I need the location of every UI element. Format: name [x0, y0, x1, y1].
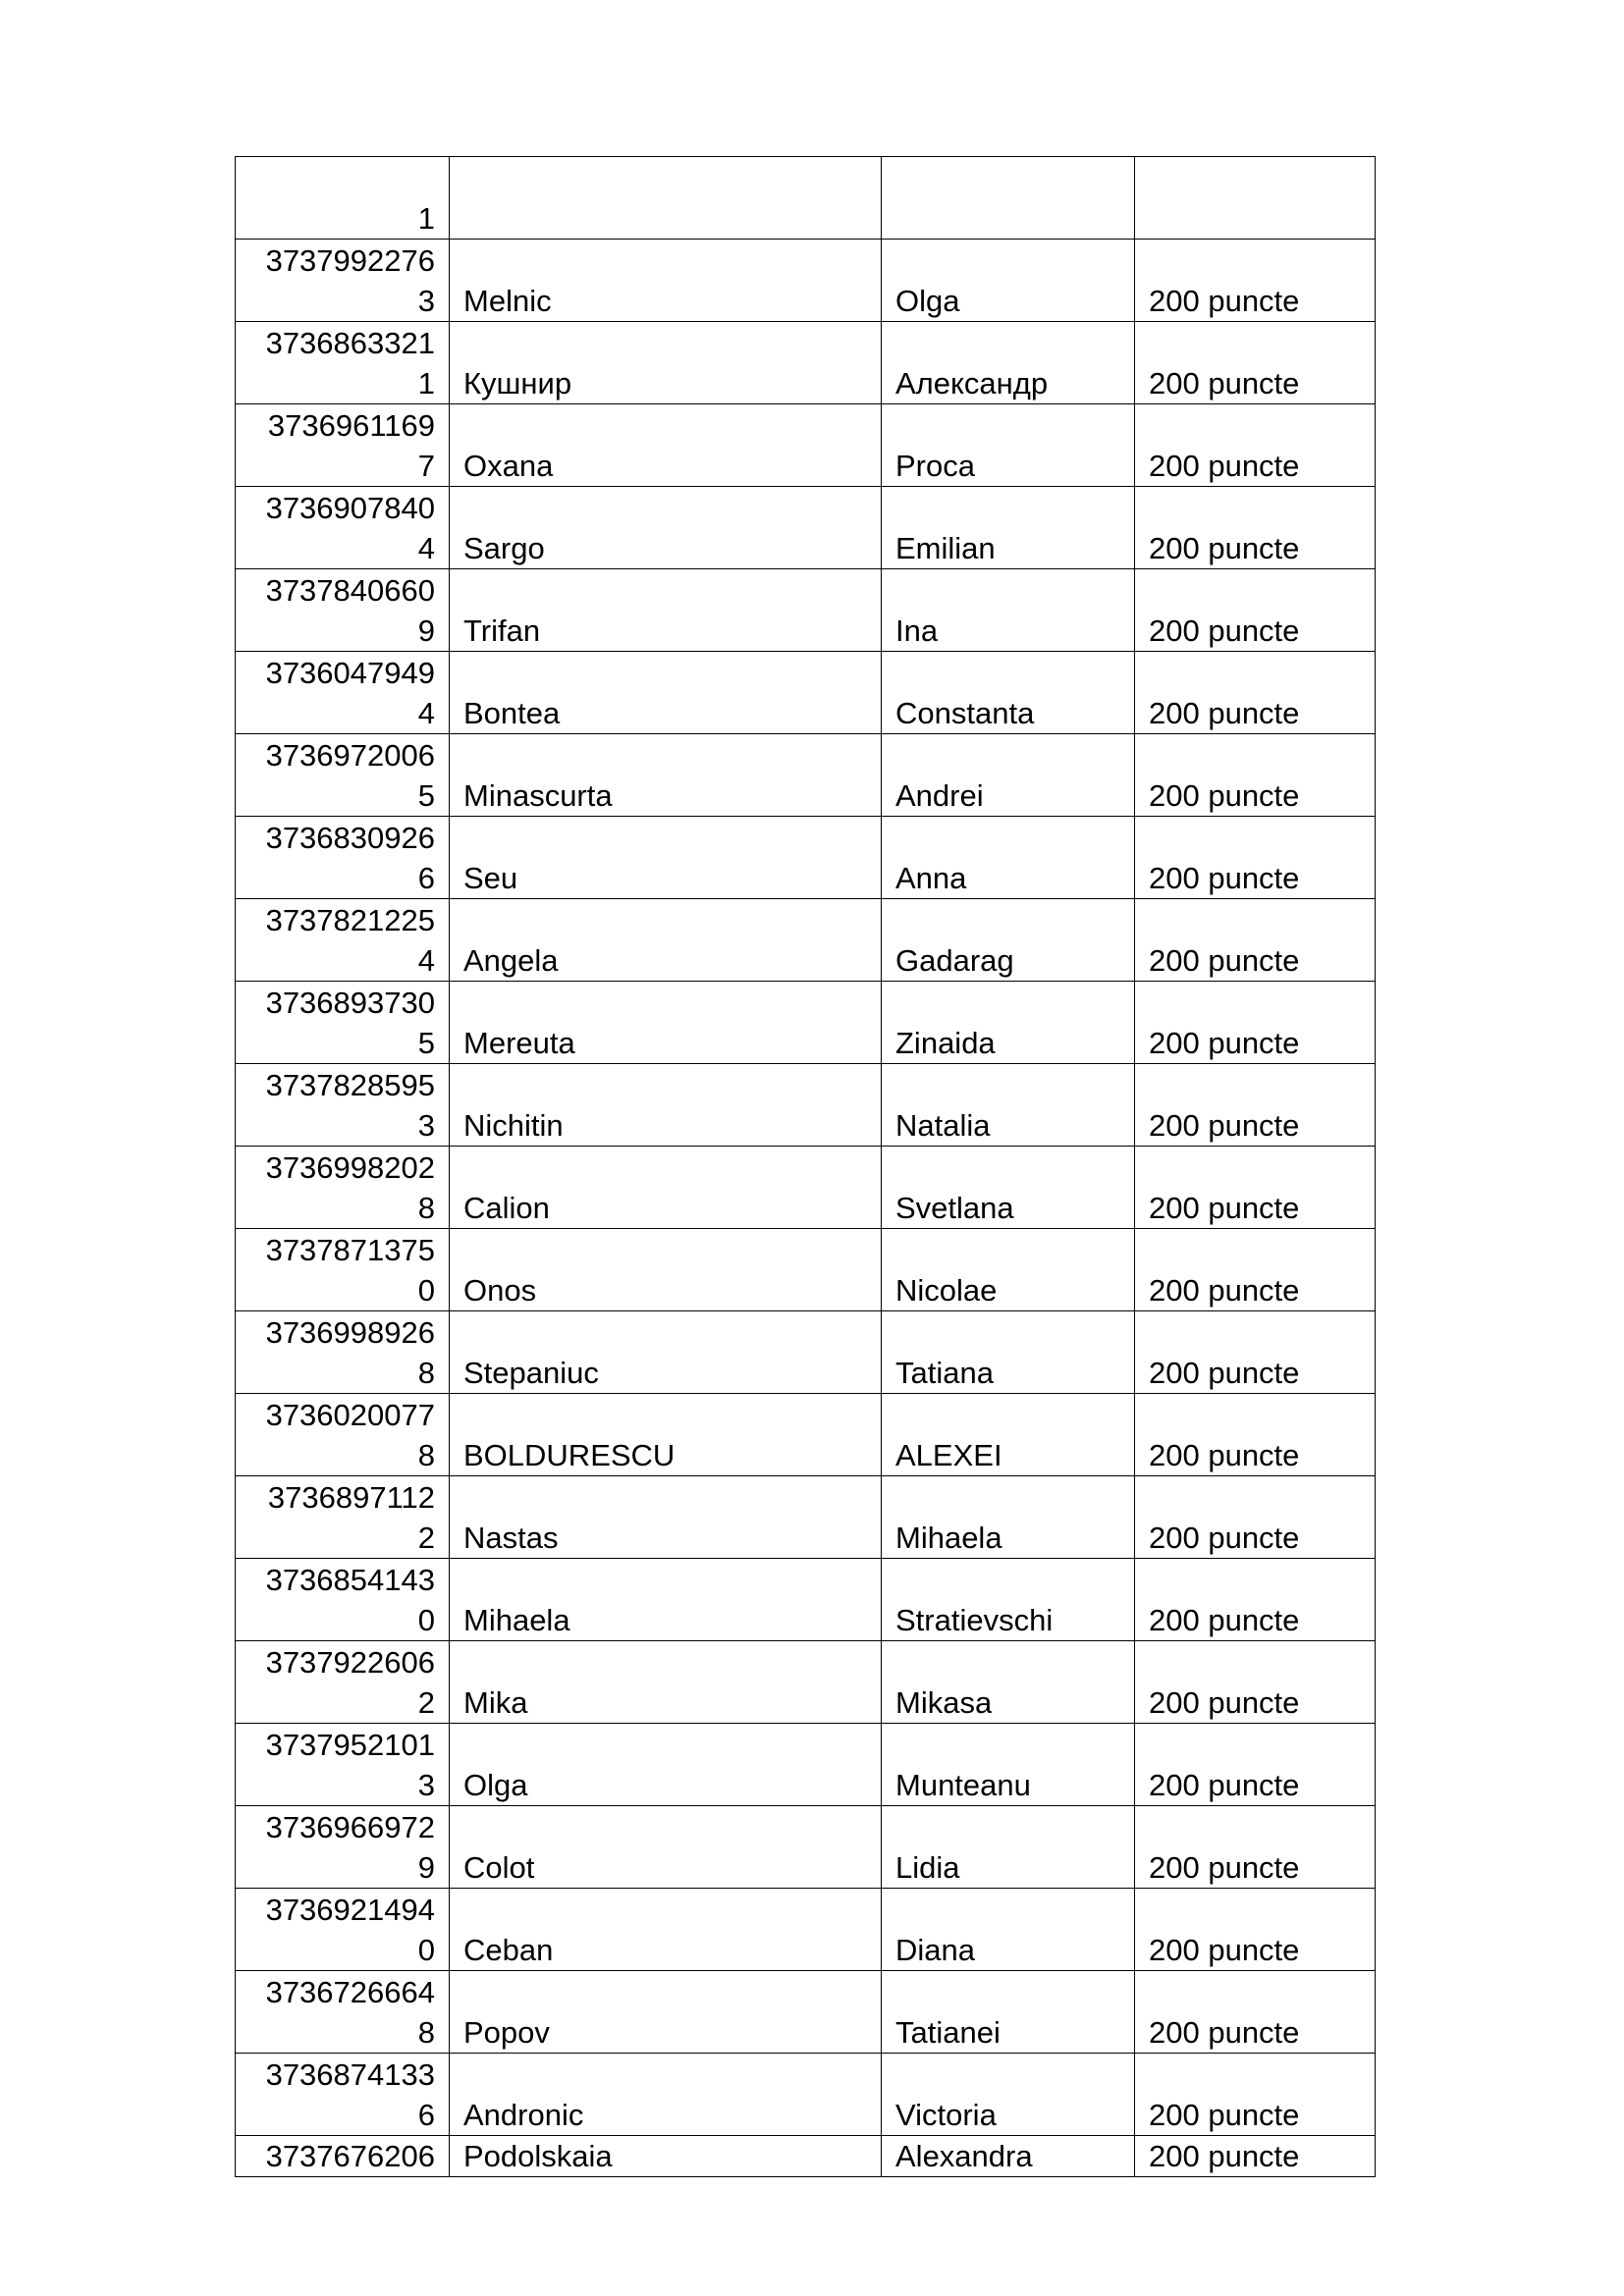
last-name-cell: Ceban: [450, 1889, 882, 1971]
phone-cell: [236, 899, 450, 982]
last-name-cell: Bontea: [450, 652, 882, 734]
first-name-cell: Zinaida: [882, 982, 1135, 1064]
last-name-cell: [450, 157, 882, 240]
phone-number-part: 3737821225: [265, 903, 435, 937]
phone-cell: [236, 1971, 450, 2054]
points-cell: 200 puncte: [1135, 404, 1376, 487]
phone-cell: [236, 1064, 450, 1147]
table-row: [236, 1476, 1376, 1559]
phone-cell: [236, 817, 450, 899]
phone-number-part: 3736961169: [267, 408, 435, 443]
phone-number-part: 3737871375: [265, 1233, 435, 1267]
first-name-cell: Mihaela: [882, 1476, 1135, 1559]
table-row: [236, 734, 1376, 817]
last-name-cell: Popov: [450, 1971, 882, 2054]
table-row: [236, 1064, 1376, 1147]
last-name-cell: Onos: [450, 1229, 882, 1311]
points-cell: 200 puncte: [1135, 1806, 1376, 1889]
first-name-cell: Victoria: [882, 2054, 1135, 2136]
table-row: [236, 817, 1376, 899]
winners-table-body: [236, 157, 1376, 2177]
first-name-cell: Alexandra: [882, 2136, 1135, 2177]
phone-number-part: 6: [417, 861, 435, 895]
phone-cell: [236, 240, 450, 322]
phone-number-part: 1: [417, 366, 435, 400]
phone-number-part: 8: [417, 1356, 435, 1390]
points-cell: 200 puncte: [1135, 240, 1376, 322]
phone-number-part: 3736907840: [265, 491, 435, 525]
last-name-cell: Stepaniuc: [450, 1311, 882, 1394]
first-name-cell: Ina: [882, 569, 1135, 652]
phone-number-part: 0: [417, 1603, 435, 1637]
phone-number-part: 3736998202: [265, 1150, 435, 1185]
first-name-cell: Diana: [882, 1889, 1135, 1971]
phone-cell: [236, 1476, 450, 1559]
points-cell: 200 puncte: [1135, 569, 1376, 652]
points-cell: 200 puncte: [1135, 1064, 1376, 1147]
table-row: [236, 1641, 1376, 1724]
phone-number-part: 0: [417, 1933, 435, 1967]
points-cell: 200 puncte: [1135, 899, 1376, 982]
points-cell: [1135, 157, 1376, 240]
phone-cell: [236, 2136, 450, 2177]
last-name-cell: Andronic: [450, 2054, 882, 2136]
phone-number-part: 3737992276: [265, 243, 435, 278]
table-row: [236, 487, 1376, 569]
first-name-cell: Mikasa: [882, 1641, 1135, 1724]
last-name-cell: Mika: [450, 1641, 882, 1724]
points-cell: 200 puncte: [1135, 1229, 1376, 1311]
phone-number-part: 2: [417, 1685, 435, 1720]
phone-cell: [236, 652, 450, 734]
points-cell: 200 puncte: [1135, 1394, 1376, 1476]
phone-number-part: 3737952101: [265, 1728, 435, 1762]
table-row: [236, 569, 1376, 652]
points-cell: 200 puncte: [1135, 982, 1376, 1064]
phone-cell: [236, 2054, 450, 2136]
phone-number-part: 3736921494: [265, 1893, 435, 1927]
points-cell: 200 puncte: [1135, 487, 1376, 569]
phone-cell: [236, 982, 450, 1064]
phone-number-part: 5: [417, 778, 435, 813]
phone-number-part: 3736047949: [265, 656, 435, 690]
phone-cell: [236, 1311, 450, 1394]
phone-number-part: 3: [417, 1108, 435, 1143]
first-name-cell: Tatianei: [882, 1971, 1135, 2054]
first-name-cell: Constanta: [882, 652, 1135, 734]
table-row: [236, 157, 1376, 240]
table-row: [236, 1394, 1376, 1476]
last-name-cell: Minascurta: [450, 734, 882, 817]
last-name-cell: Кушнир: [450, 322, 882, 404]
points-cell: 200 puncte: [1135, 1889, 1376, 1971]
phone-number-part: 4: [417, 531, 435, 565]
first-name-cell: Emilian: [882, 487, 1135, 569]
table-row: [236, 1971, 1376, 2054]
phone-number-part: 3737922606: [265, 1645, 435, 1680]
phone-number-part: 0: [417, 1273, 435, 1308]
points-cell: 200 puncte: [1135, 1724, 1376, 1806]
last-name-cell: Podolskaia: [450, 2136, 882, 2177]
phone-number-part: 3737840660: [265, 573, 435, 608]
phone-cell: [236, 1559, 450, 1641]
phone-cell: [236, 1724, 450, 1806]
first-name-cell: ALEXEI: [882, 1394, 1135, 1476]
phone-number-part: 7: [417, 449, 435, 483]
points-cell: 200 puncte: [1135, 817, 1376, 899]
first-name-cell: Andrei: [882, 734, 1135, 817]
phone-cell: [236, 487, 450, 569]
phone-number-part: 4: [417, 943, 435, 978]
phone-number-part: 4: [417, 696, 435, 730]
phone-number-part: 5: [417, 1026, 435, 1060]
last-name-cell: Mereuta: [450, 982, 882, 1064]
first-name-cell: Svetlana: [882, 1147, 1135, 1229]
table-row: [236, 2136, 1376, 2177]
points-cell: 200 puncte: [1135, 1559, 1376, 1641]
last-name-cell: Sargo: [450, 487, 882, 569]
table-row: [236, 1559, 1376, 1641]
phone-number-part: 8: [417, 2015, 435, 2050]
points-cell: 200 puncte: [1135, 1971, 1376, 2054]
last-name-cell: Seu: [450, 817, 882, 899]
phone-cell: [236, 569, 450, 652]
phone-number-part: 3736863321: [265, 326, 435, 360]
phone-number-part: 2: [417, 1521, 435, 1555]
phone-number-part: 3736874133: [265, 2057, 435, 2092]
last-name-cell: Olga: [450, 1724, 882, 1806]
first-name-cell: Olga: [882, 240, 1135, 322]
points-cell: 200 puncte: [1135, 322, 1376, 404]
phone-cell: [236, 1147, 450, 1229]
points-cell: 200 puncte: [1135, 1641, 1376, 1724]
phone-number-part: 3736893730: [265, 986, 435, 1020]
phone-number-part: 3736966972: [265, 1810, 435, 1844]
table-row: [236, 1147, 1376, 1229]
last-name-cell: BOLDURESCU: [450, 1394, 882, 1476]
last-name-cell: Colot: [450, 1806, 882, 1889]
last-name-cell: Oxana: [450, 404, 882, 487]
table-row: [236, 1806, 1376, 1889]
table-row: [236, 1229, 1376, 1311]
points-cell: 200 puncte: [1135, 1476, 1376, 1559]
points-cell: 200 puncte: [1135, 2054, 1376, 2136]
phone-cell: [236, 1394, 450, 1476]
phone-number-part: 3736897112: [267, 1480, 435, 1515]
points-cell: 200 puncte: [1135, 2136, 1376, 2177]
first-name-cell: Munteanu: [882, 1724, 1135, 1806]
first-name-cell: Stratievschi: [882, 1559, 1135, 1641]
phone-number-part: 9: [417, 614, 435, 648]
table-row: [236, 404, 1376, 487]
phone-cell: [236, 734, 450, 817]
phone-number-part: 9: [417, 1850, 435, 1885]
phone-cell: [236, 1641, 450, 1724]
points-cell: 200 puncte: [1135, 1311, 1376, 1394]
phone-cell: [236, 322, 450, 404]
table-row: [236, 322, 1376, 404]
table-row: [236, 652, 1376, 734]
winners-table: [235, 156, 1376, 2177]
phone-cell: [236, 157, 450, 240]
first-name-cell: Anna: [882, 817, 1135, 899]
phone-number-part: 6: [417, 2098, 435, 2132]
first-name-cell: Александр: [882, 322, 1135, 404]
last-name-cell: Melnic: [450, 240, 882, 322]
phone-number-part: 3: [417, 1768, 435, 1802]
first-name-cell: [882, 157, 1135, 240]
first-name-cell: Lidia: [882, 1806, 1135, 1889]
phone-number-part: 3736830926: [265, 821, 435, 855]
first-name-cell: Gadarag: [882, 899, 1135, 982]
table-row: [236, 240, 1376, 322]
last-name-cell: Nastas: [450, 1476, 882, 1559]
phone-number-part: 3736726664: [265, 1975, 435, 2009]
first-name-cell: Proca: [882, 404, 1135, 487]
first-name-cell: Natalia: [882, 1064, 1135, 1147]
last-name-cell: Trifan: [450, 569, 882, 652]
phone-number-part: 3736998926: [265, 1315, 435, 1350]
table-row: [236, 982, 1376, 1064]
phone-number-part: 3736972006: [265, 738, 435, 773]
last-name-cell: Nichitin: [450, 1064, 882, 1147]
points-cell: 200 puncte: [1135, 652, 1376, 734]
phone-number-part: 3737828595: [265, 1068, 435, 1102]
phone-number-part: 3736020077: [265, 1398, 435, 1432]
phone-cell: [236, 404, 450, 487]
phone-number-part: 3737676206: [265, 2139, 435, 2173]
phone-number-part: 3: [417, 284, 435, 318]
points-cell: 200 puncte: [1135, 734, 1376, 817]
phone-cell: [236, 1806, 450, 1889]
table-row: [236, 1724, 1376, 1806]
table-row: [236, 1889, 1376, 1971]
points-cell: 200 puncte: [1135, 1147, 1376, 1229]
last-name-cell: Angela: [450, 899, 882, 982]
first-name-cell: Tatiana: [882, 1311, 1135, 1394]
phone-cell: [236, 1229, 450, 1311]
phone-number-part: 1: [417, 201, 435, 236]
phone-number-part: 3736854143: [265, 1563, 435, 1597]
last-name-cell: Calion: [450, 1147, 882, 1229]
first-name-cell: Nicolae: [882, 1229, 1135, 1311]
last-name-cell: Mihaela: [450, 1559, 882, 1641]
phone-number-part: 8: [417, 1438, 435, 1472]
phone-cell: [236, 1889, 450, 1971]
table-row: [236, 899, 1376, 982]
table-row: [236, 1311, 1376, 1394]
phone-number-part: 8: [417, 1191, 435, 1225]
table-row: [236, 2054, 1376, 2136]
